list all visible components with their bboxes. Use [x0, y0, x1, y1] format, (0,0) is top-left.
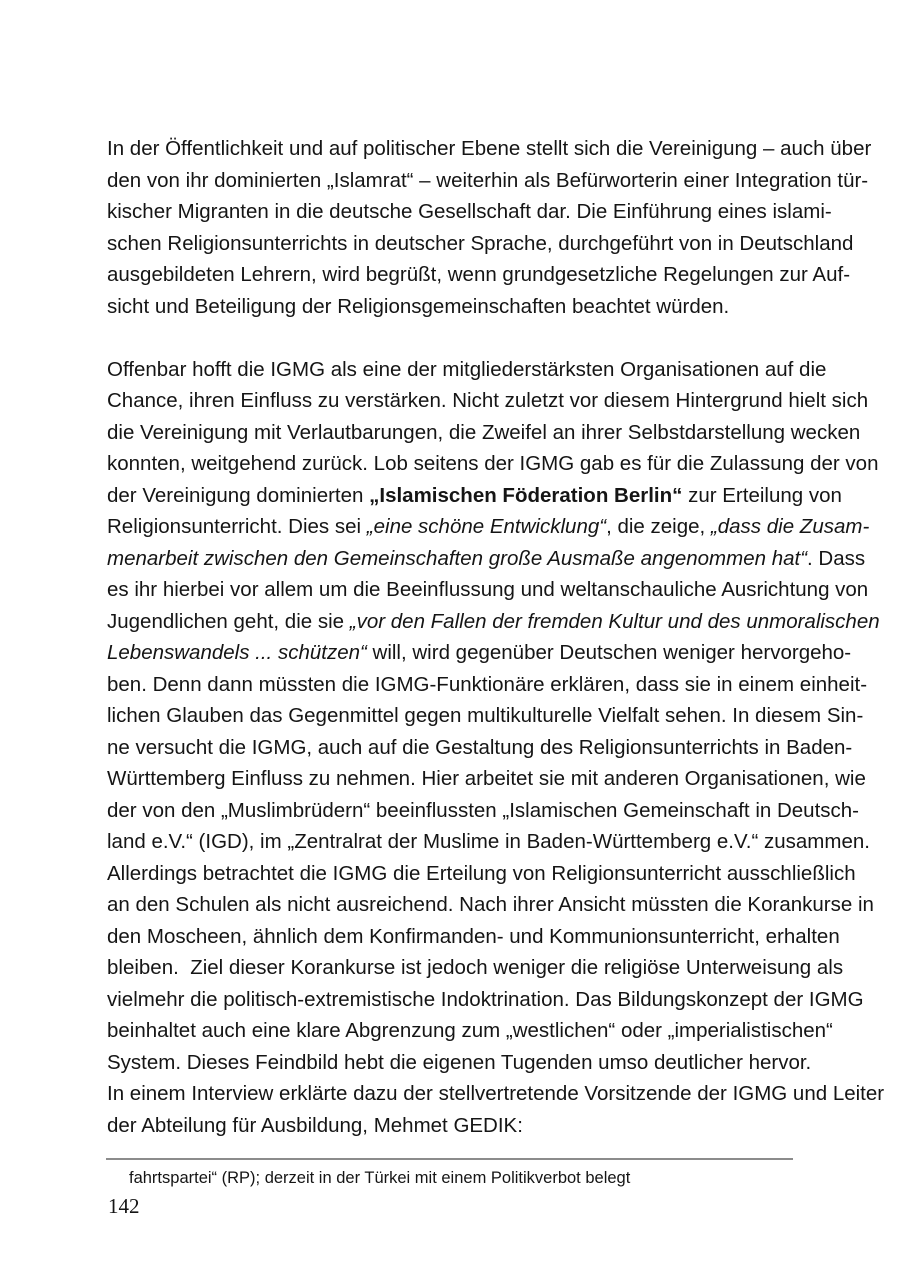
text-line — [107, 984, 864, 1016]
text-line — [107, 574, 869, 606]
text-line — [107, 1078, 885, 1110]
text-run: beinhaltet auch eine klare Abgrenzung zum „westlichen“ oder „imperialistischen“ — [107, 1019, 833, 1042]
footnote-separator-rule — [106, 1158, 793, 1160]
paragraph — [107, 133, 872, 322]
text-line — [107, 448, 879, 480]
text-run: In der Öffentlichkeit und auf politischer Ebene stellt sich die Vereinigung – auch über — [107, 137, 872, 160]
text-run: will, wird gegenüber Deutschen weniger hervorgeho- — [366, 641, 852, 664]
text-line — [107, 637, 852, 669]
text-run: Württemberg Einfluss zu nehmen. Hier arbeitet sie mit anderen Organisationen, wie — [107, 767, 866, 790]
text-run: Offenbar hofft die IGMG als eine der mitgliederstärksten Organisationen auf die — [107, 357, 827, 381]
text-run: den Moscheen, ähnlich dem Konfirmanden- und Kommunionsunterricht, erhalten — [107, 924, 840, 948]
paragraph — [107, 1078, 885, 1141]
text-run: In einem Interview erklärte dazu der stellvertretende Vorsitzende der IGMG und Leiter — [107, 1082, 885, 1105]
text-line — [107, 543, 866, 575]
text-run: ben. Denn dann müssten die IGMG-Funktionäre erklären, dass sie in einem einheit- — [107, 672, 868, 696]
text-line — [107, 196, 832, 228]
text-run: der Abteilung für Ausbildung, Mehmet GEDIK: — [107, 1113, 523, 1137]
text-run: Religionsunterricht. Dies sei — [107, 515, 367, 538]
text-line — [107, 669, 868, 701]
text-line — [107, 228, 854, 260]
text-run: Chance, ihren Einfluss zu verstärken. Nicht zuletzt vor diesem Hintergrund hielt sich — [107, 389, 869, 412]
text-line — [107, 354, 827, 386]
text-line — [107, 480, 842, 512]
text-line — [107, 165, 869, 197]
text-line — [107, 889, 874, 921]
page-number: 142 — [108, 1194, 140, 1218]
text-run: „eine schöne Entwicklung“ — [366, 515, 607, 538]
text-run: Lebenswandels ... schützen“ — [107, 641, 367, 664]
text-run: konnten, weitgehend zurück. Lob seitens der IGMG gab es für die Zulassung der von — [107, 452, 879, 475]
text-run: land e.V.“ (IGD), im „Zentralrat der Muslime in Baden-Württemberg e.V.“ zusammen. — [107, 830, 870, 853]
text-run: , die zeige, — [606, 515, 711, 538]
text-line — [107, 133, 872, 165]
text-run: die Vereinigung mit Verlautbarungen, die Zweifel an ihrer Selbstdarstellung wecken — [107, 420, 861, 444]
text-run: kischer Migranten in die deutsche Gesellschaft dar. Die Einführung eines islami- — [107, 200, 832, 223]
text-run: „dass die Zusam- — [710, 515, 870, 538]
text-line — [107, 858, 856, 890]
text-run: „vor den Fallen der fremden Kultur und des unmoralischen — [349, 609, 880, 633]
text-run: . Dass — [807, 546, 866, 570]
text-run: der von den „Muslimbrüdern“ beeinflussten „Islamischen Gemeinschaft in Deutsch- — [107, 798, 860, 822]
text-run: „Islamischen Föderation Berlin“ — [369, 483, 683, 507]
text-line — [107, 700, 864, 732]
text-line — [107, 732, 853, 764]
text-line — [107, 606, 880, 638]
text-line — [107, 417, 861, 449]
text-line — [107, 1110, 797, 1142]
text-run: der Vereinigung dominierten — [107, 483, 370, 507]
text-run: sicht und Beteiligung der Religionsgemeinschaften beachtet würden. — [107, 294, 730, 318]
text-line — [107, 1047, 812, 1079]
document-body — [107, 133, 885, 1141]
text-run: den von ihr dominierten „Islamrat“ – weiterhin als Befürworterin einer Integration tür- — [107, 168, 869, 192]
text-run: Jugendlichen geht, die sie — [107, 609, 350, 633]
text-run: Allerdings betrachtet die IGMG die Erteilung von Religionsunterricht ausschließlich — [107, 861, 856, 885]
text-run: schen Religionsunterrichts in deutscher Sprache, durchgeführt von in Deutschland — [107, 231, 854, 255]
text-run: an den Schulen als nicht ausreichend. Nach ihrer Ansicht müssten die Korankurse in — [107, 893, 874, 916]
text-run: es ihr hierbei vor allem um die Beeinflussung und weltanschauliche Ausrichtung von — [107, 578, 869, 601]
text-run: lichen Glauben das Gegenmittel gegen multikulturelle Vielfalt sehen. In diesem Sin- — [107, 704, 864, 727]
text-line — [107, 511, 870, 543]
text-run: ne versucht die IGMG, auch auf die Gestaltung des Religionsunterrichts in Baden- — [107, 735, 853, 759]
text-line — [107, 826, 870, 858]
text-line — [107, 952, 844, 984]
footnote-text: fahrtspartei“ (RP); derzeit in der Türkei mit einem Politikverbot belegt — [129, 1169, 631, 1187]
text-run: menarbeit zwischen den Gemeinschaften große Ausmaße angenommen hat“ — [107, 546, 808, 570]
text-run: bleiben. Ziel dieser Korankurse ist jedoch weniger die religiöse Unterweisung als — [107, 956, 844, 979]
text-line — [107, 1015, 833, 1047]
text-line — [107, 291, 797, 323]
text-run: vielmehr die politisch-extremistische Indoktrination. Das Bildungskonzept der IGMG — [107, 987, 864, 1011]
text-line — [107, 921, 840, 953]
text-run: ausgebildeten Lehrern, wird begrüßt, wenn grundgesetzliche Regelungen zur Auf- — [107, 263, 851, 286]
text-line — [107, 795, 860, 827]
paragraph — [107, 354, 880, 1079]
text-run: zur Erteilung von — [682, 483, 842, 507]
text-line — [107, 763, 866, 795]
text-line — [107, 259, 851, 291]
text-line — [107, 385, 869, 417]
text-run: System. Dieses Feindbild hebt die eigenen Tugenden umso deutlicher hervor. — [107, 1050, 812, 1074]
